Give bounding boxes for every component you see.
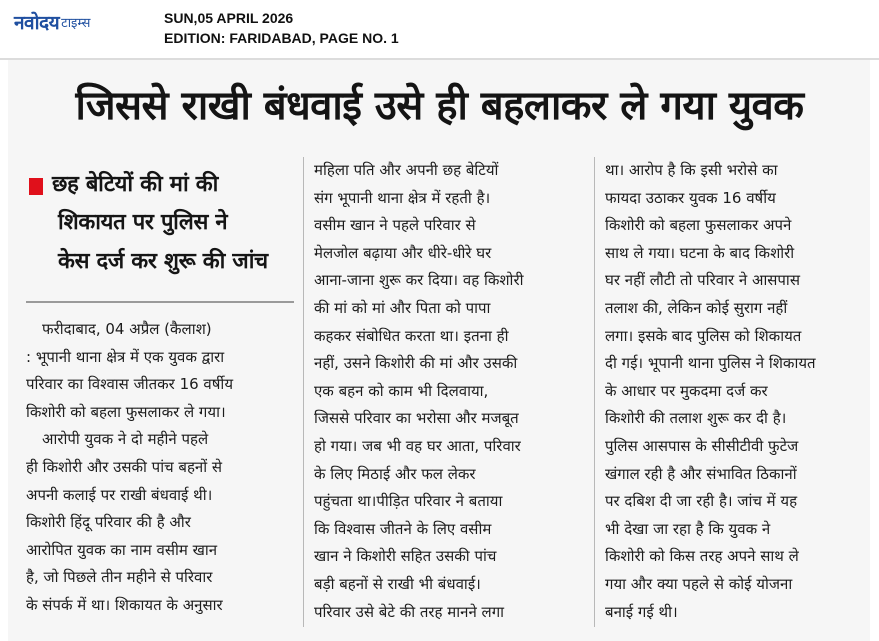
body-line: नहीं, उसने किशोरी की मां और उसकी bbox=[314, 354, 518, 373]
body-line: लगा। इसके बाद पुलिस को शिकायत bbox=[605, 326, 802, 345]
body-line: संग भूपानी थाना क्षेत्र में रहती है। bbox=[314, 188, 491, 207]
column-separator bbox=[594, 157, 595, 627]
body-line: भी देखा जा रहा है कि युवक ने bbox=[605, 519, 771, 538]
body-line: अपनी कलाई पर राखी बंधवाई थी। bbox=[26, 485, 213, 504]
body-line: महिला पति और अपनी छह बेटियों bbox=[314, 161, 499, 179]
body-line: के आधार पर मुकदमा दर्ज कर bbox=[605, 381, 768, 400]
body-line: के लिए मिठाई और फल लेकर bbox=[314, 464, 476, 483]
article-column-1 bbox=[26, 316, 296, 620]
body-line: मेलजोल बढ़ाया और धीरे-धीरे घर bbox=[314, 243, 492, 262]
body-line: आना-जाना शुरू कर दिया। वह किशोरी bbox=[314, 271, 524, 290]
body-line: हो गया। जब भी वह घर आता, परिवार bbox=[314, 436, 521, 455]
body-line: आरोपित युवक का नाम वसीम खान bbox=[26, 540, 218, 559]
article-column-3 bbox=[605, 157, 867, 626]
body-line: साथ ले गया। घटना के बाद किशोरी bbox=[605, 243, 795, 262]
article-column-2 bbox=[314, 157, 581, 626]
body-line: किशोरी की तलाश शुरू कर दी है। bbox=[605, 409, 787, 428]
body-line: किशोरी हिंदू परिवार की है और bbox=[26, 513, 191, 532]
body-line: परिवार का विश्वास जीतकर 16 वर्षीय bbox=[26, 375, 234, 394]
body-line: : भूपानी थाना क्षेत्र में एक युवक द्वारा bbox=[26, 347, 225, 366]
body-line: की मां को मां और पिता को पापा bbox=[314, 298, 491, 317]
body-line: किशोरी को बहला फुसलाकर ले गया। bbox=[26, 402, 226, 421]
body-line: एक बहन को काम भी दिलवाया, bbox=[314, 381, 489, 400]
subheadline-line: शिकायत पर पुलिस ने bbox=[58, 210, 228, 235]
column-separator bbox=[303, 157, 304, 627]
edition-info: EDITION: FARIDABAD, PAGE NO. 1 bbox=[164, 30, 399, 46]
body-line: कि विश्वास जीतने के लिए वसीम bbox=[314, 519, 492, 538]
body-line: किशोरी को किस तरह अपने साथ ले bbox=[605, 547, 799, 566]
body-line: ही किशोरी और उसकी पांच बहनों से bbox=[26, 457, 223, 476]
masthead-bar bbox=[0, 0, 879, 52]
body-line: वसीम खान ने पहले परिवार से bbox=[314, 216, 476, 235]
red-square-marker-icon bbox=[29, 178, 43, 195]
body-line: परिवार उसे बेटे की तरह मानने लगा bbox=[314, 602, 505, 621]
logo-sub-text: टाइम्स bbox=[61, 16, 91, 31]
subheadline-line: छह बेटियों की मां की bbox=[52, 172, 218, 197]
dateline: फरीदाबाद, 04 अप्रैल (कैलाश) bbox=[42, 320, 212, 338]
body-line: पहुंचता था।पीड़ित परिवार ने बताया bbox=[314, 492, 503, 511]
article-headline: जिससे राखी बंधवाई उसे ही बहलाकर ले गया युवक bbox=[75, 83, 804, 129]
body-line: फायदा उठाकर युवक 16 वर्षीय bbox=[605, 188, 776, 207]
body-line: खान ने किशोरी सहित उसकी पांच bbox=[314, 547, 497, 566]
body-line: पर दबिश दी जा रही है। जांच में यह bbox=[605, 492, 798, 511]
body-line: था। आरोप है कि इसी भरोसे का bbox=[605, 161, 778, 179]
body-line: कहकर संबोधित करता था। इतना ही bbox=[314, 326, 509, 345]
body-line: खंगाल रही है और संभावित ठिकानों bbox=[605, 464, 797, 483]
body-line: है, जो पिछले तीन महीने से परिवार bbox=[26, 568, 213, 587]
newspaper-logo[interactable] bbox=[14, 9, 90, 33]
subheadline-line: केस दर्ज कर शुरू की जांच bbox=[58, 249, 268, 274]
body-line: किशोरी को बहला फुसलाकर अपने bbox=[605, 216, 792, 235]
body-line: दी गई। भूपानी थाना पुलिस ने शिकायत bbox=[605, 354, 816, 373]
body-line: घर नहीं लौटी तो परिवार ने आसपास bbox=[605, 271, 800, 290]
body-line: गया और क्या पहले से कोई योजना bbox=[605, 574, 793, 593]
body-line: बनाई गई थी। bbox=[605, 602, 678, 621]
subheadline-rule bbox=[26, 301, 294, 303]
publication-date: SUN,05 APRIL 2026 bbox=[164, 10, 294, 26]
body-line: आरोपी युवक ने दो महीने पहले bbox=[42, 430, 209, 449]
body-line: बड़ी बहनों से राखी भी बंधवाई। bbox=[314, 574, 481, 593]
body-line: पुलिस आसपास के सीसीटीवी फुटेज bbox=[605, 436, 799, 455]
logo-main-text: नवोदय bbox=[14, 12, 60, 34]
body-line: जिससे परिवार का भरोसा और मजबूत bbox=[314, 409, 519, 428]
body-line: तलाश की, लेकिन कोई सुराग नहीं bbox=[605, 298, 788, 317]
edition-meta bbox=[164, 8, 399, 48]
body-line: के संपर्क में था। शिकायत के अनुसार bbox=[26, 595, 223, 614]
